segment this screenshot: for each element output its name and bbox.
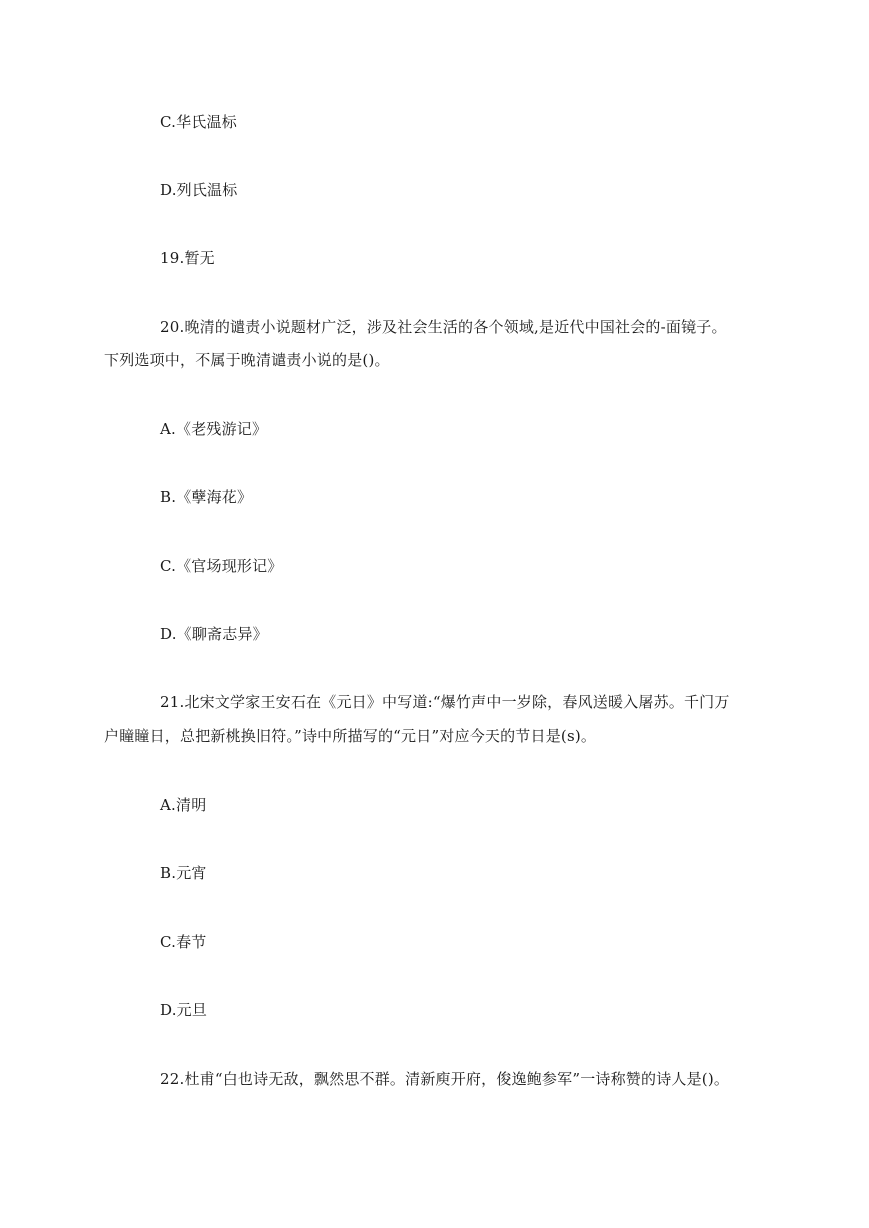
q21-option-b: B.元宵 — [160, 864, 207, 882]
q21-stem-line1: 21.北宋文学家王安石在《元日》中写道:“爆竹声中一岁除，春风送暖入屠苏。千门万 — [160, 693, 730, 711]
q20-stem-line2: 下列选项中，不属于晚清谴责小说的是()。 — [104, 351, 390, 369]
q22-stem-line1: 22.杜甫“白也诗无敌，飘然思不群。清新庾开府，俊逸鲍参军”一诗称赞的诗人是()。 — [160, 1070, 730, 1088]
q18-option-c: C.华氏温标 — [160, 113, 237, 131]
q20-option-d: D.《聊斋志异》 — [160, 625, 268, 643]
q18-option-d: D.列氏温标 — [160, 181, 238, 199]
q20-stem-line1: 20.晚清的谴责小说题材广泛，涉及社会生活的各个领域,是近代中国社会的-面镜子。 — [160, 318, 727, 336]
q20-option-b: B.《孽海花》 — [160, 488, 253, 506]
q20-option-a: A.《老残游记》 — [160, 420, 268, 438]
q21-option-a: A.清明 — [160, 796, 207, 814]
q21-option-c: C.春节 — [160, 933, 207, 951]
q21-stem-line2: 户瞳瞳日，总把新桃换旧符。”诗中所描写的“元日”对应今天的节日是(s)。 — [104, 727, 597, 745]
q20-option-c: C.《官场现形记》 — [160, 557, 283, 575]
q21-option-d: D.元旦 — [160, 1001, 208, 1019]
q19-text: 19.暂无 — [160, 249, 215, 267]
